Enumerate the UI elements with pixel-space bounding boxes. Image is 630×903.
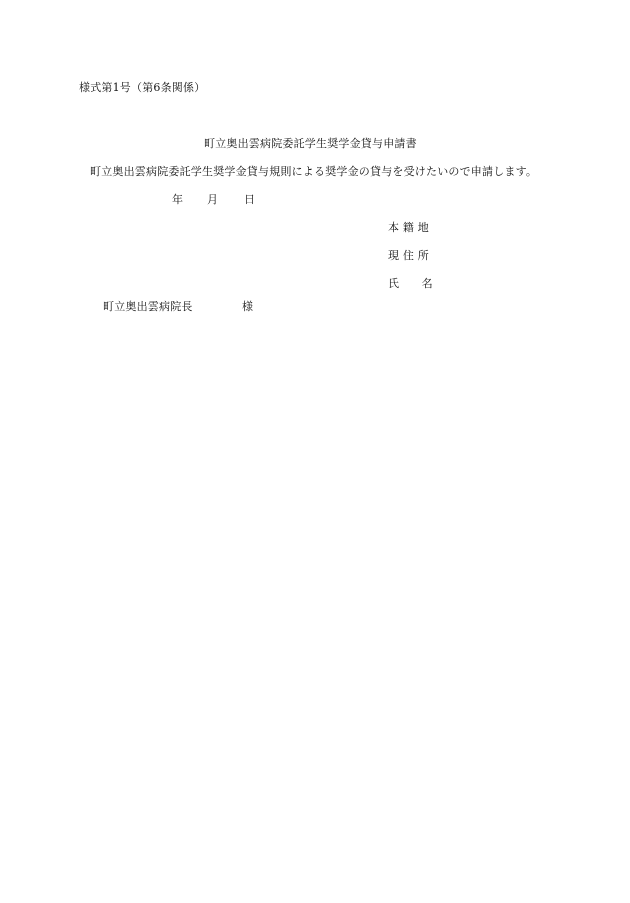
addressee: 町立奥出雲病院長	[103, 300, 193, 313]
year-label: 年	[172, 193, 184, 206]
domicile-label: 本 籍 地	[388, 221, 429, 234]
date-line	[172, 193, 262, 207]
address-label: 現 住 所	[388, 249, 429, 262]
application-statement: 町立奥出雲病院委託学生奨学金貸与規則による奨学金の貸与を受けたいので申請します。	[90, 165, 538, 178]
form-number: 様式第1号（第6条関係）	[79, 81, 206, 94]
honorific: 様	[242, 300, 254, 313]
month-label: 月	[207, 193, 219, 206]
day-label: 日	[244, 193, 256, 206]
document-title: 町立奥出雲病院委託学生奨学金貸与申請書	[204, 137, 417, 150]
name-label: 氏 名	[388, 277, 433, 290]
